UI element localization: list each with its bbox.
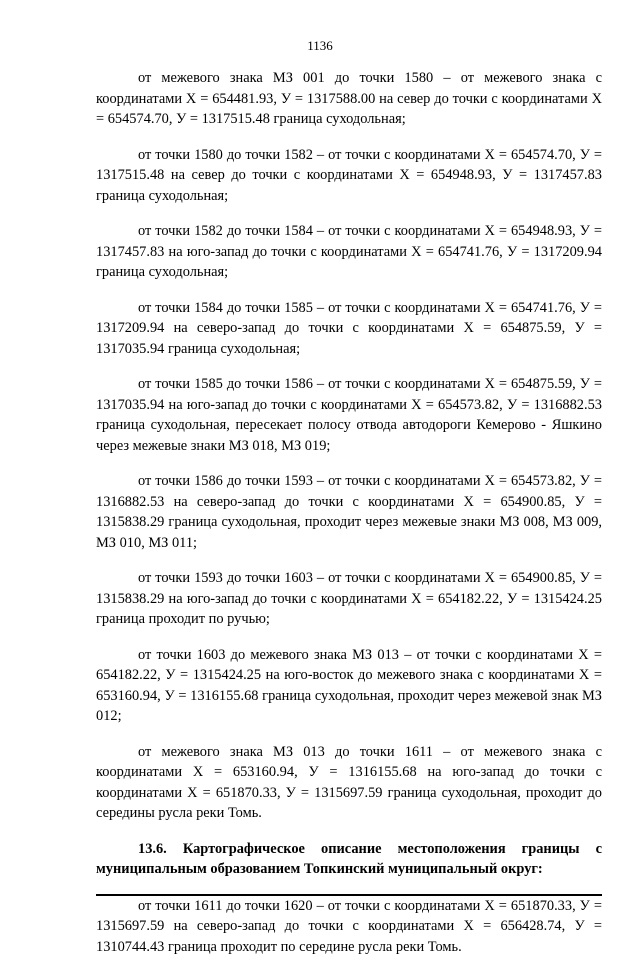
boundary-paragraph-8: от точки 1603 до межевого знака МЗ 013 – от точки с координатами Х = 654182.22, У = 1315424.25 на юго-восток до межевого знака с координатами Х = 653160.94, У = 1316155.68 граница суходольная, проходит через межевой знак МЗ 012; xyxy=(96,646,602,724)
boundary-paragraph-2: от точки 1580 до точки 1582 – от точки с координатами Х = 654574.70, У = 1317515.48 на север до точки с координатами Х = 654948.93, У = 1317457.83 граница суходольная; xyxy=(96,146,602,204)
boundary-paragraph-7: от точки 1593 до точки 1603 – от точки с координатами Х = 654900.85, У = 1315838.29 на юго-запад до точки с координатами Х = 654182.22, У = 1315424.25 граница проходит по ручью; xyxy=(96,570,602,627)
footer-divider xyxy=(96,894,602,896)
section-paragraph-1: от точки 1611 до точки 1620 – от точки с координатами Х = 651870.33, У = 1315697.59 на северо-запад до точки с координатами Х = 656428.74, У = 1310744.43 граница проходит по середине русла реки Томь. xyxy=(96,897,602,955)
boundary-paragraph-4: от точки 1584 до точки 1585 – от точки с координатами Х = 654741.76, У = 1317209.94 на северо-запад до точки с координатами Х = 654875.59, У = 1317035.94 граница суходольная; xyxy=(96,299,602,357)
page-number: 1136 xyxy=(307,38,333,53)
document-body xyxy=(96,68,602,972)
boundary-paragraph-6: от точки 1586 до точки 1593 – от точки с координатами Х = 654573.82, У = 1316882.53 на северо-запад до точки с координатами Х = 654900.85, У = 1315838.29 граница суходольная, проходит через межевые знаки МЗ 008, МЗ 009, МЗ 010, МЗ 011; xyxy=(96,473,602,551)
section-heading: 13.6. Картографическое описание местоположения границы с муниципальным образованием Топкинский муниципальный округ: xyxy=(96,840,602,877)
boundary-paragraph-9: от межевого знака МЗ 013 до точки 1611 – от межевого знака с координатами Х = 653160.94, У = 1316155.68 на юго-запад до точки с координатами Х = 651870.33, У = 1315697.59 граница суходольная, проходит до середины русла реки Томь. xyxy=(96,743,602,821)
boundary-paragraph-5: от точки 1585 до точки 1586 – от точки с координатами Х = 654875.59, У = 1317035.94 на юго-запад до точки с координатами Х = 654573.82, У = 1316882.53 граница суходольная, пересекает полосу отвода автодороги Кемерово - Яшкино через межевые знаки МЗ 018, МЗ 019; xyxy=(96,376,602,454)
boundary-paragraph-1: от межевого знака МЗ 001 до точки 1580 – от межевого знака с координатами Х = 654481.93, У = 1317588.00 на север до точки с координатами Х = 654574.70, У = 1317515.48 граница суходольная; xyxy=(96,70,602,127)
boundary-paragraph-3: от точки 1582 до точки 1584 – от точки с координатами Х = 654948.93, У = 1317457.83 на юго-запад до точки с координатами Х = 654741.76, У = 1317209.94 граница суходольная; xyxy=(96,223,602,280)
